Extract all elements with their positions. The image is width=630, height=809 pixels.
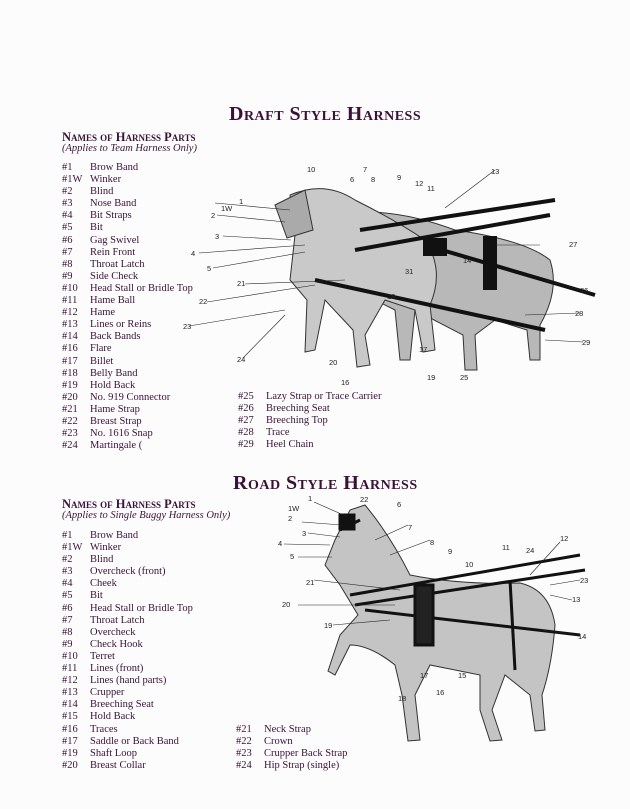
part-number: #2 xyxy=(62,186,73,198)
part-number: #7 xyxy=(62,614,73,626)
part-number: #23 xyxy=(236,748,252,760)
part-label: Bit xyxy=(90,222,103,234)
part-label: Side Check xyxy=(90,270,139,282)
callout-1W: 1W xyxy=(221,204,233,213)
callout-24: 24 xyxy=(526,546,535,555)
part-label: Lines (front) xyxy=(90,663,144,675)
part-label: Shaft Loop xyxy=(90,747,137,759)
road-horse-illustration xyxy=(280,495,600,780)
part-row xyxy=(62,578,193,590)
part-label: Breeching Top xyxy=(266,415,328,427)
part-label: Hame Ball xyxy=(90,295,136,307)
part-row xyxy=(62,603,193,615)
part-number: #3 xyxy=(62,198,73,210)
callout-10: 10 xyxy=(307,165,316,174)
callout-3: 3 xyxy=(302,529,307,538)
part-label: Cheek xyxy=(90,578,117,590)
part-row xyxy=(62,687,193,699)
part-label: Billet xyxy=(90,355,114,367)
part-row xyxy=(62,222,193,234)
part-number: #1 xyxy=(62,162,73,173)
callout-9: 9 xyxy=(448,547,453,556)
part-number: #9 xyxy=(62,638,73,650)
callout-21: 21 xyxy=(306,578,315,587)
part-number: #5 xyxy=(62,222,73,234)
part-row xyxy=(62,627,193,639)
part-number: #19 xyxy=(62,379,78,391)
part-number: #16 xyxy=(62,723,78,735)
part-number: #20 xyxy=(62,391,78,403)
part-number: #8 xyxy=(62,626,73,638)
part-label: Lines or Reins xyxy=(90,319,152,331)
callout-11: 11 xyxy=(502,543,510,552)
part-row xyxy=(62,675,193,687)
part-label: Brow Band xyxy=(90,162,139,173)
callout-16: 16 xyxy=(341,378,350,387)
part-row xyxy=(62,246,196,259)
part-label: Lazy Strap or Trace Carrier xyxy=(266,391,382,402)
part-number: #12 xyxy=(62,307,78,319)
part-number: #22 xyxy=(236,736,252,748)
callout-1W: 1W xyxy=(288,504,300,513)
part-row xyxy=(62,748,193,760)
part-label: Blind xyxy=(90,554,114,566)
callout-3: 3 xyxy=(215,232,220,241)
part-row xyxy=(62,428,193,440)
part-row xyxy=(62,554,193,566)
part-label: Hip Strap (single) xyxy=(264,760,340,772)
part-number: #19 xyxy=(62,747,78,759)
part-label: Hold Back xyxy=(90,711,136,723)
callout-11: 11 xyxy=(427,184,435,193)
draft-subhead: Names of Harness Parts xyxy=(62,130,196,144)
part-row xyxy=(62,295,193,307)
part-row xyxy=(62,380,193,392)
part-number: #2 xyxy=(62,554,73,566)
part-row xyxy=(62,590,193,602)
callout-17: 17 xyxy=(420,671,429,680)
callout-15: 15 xyxy=(458,671,467,680)
part-number: #6 xyxy=(62,234,73,246)
callout-4: 4 xyxy=(278,539,283,548)
part-number: #5 xyxy=(62,590,73,602)
part-number: #6 xyxy=(62,602,73,614)
part-row xyxy=(62,368,193,380)
part-number: #4 xyxy=(62,210,73,222)
part-row xyxy=(62,566,193,578)
part-number: #10 xyxy=(62,650,78,662)
callout-9: 9 xyxy=(397,173,402,182)
part-label: Terret xyxy=(90,650,115,662)
callout-22: 22 xyxy=(199,297,208,306)
part-label: Rein Front xyxy=(90,246,136,258)
part-label: Trace xyxy=(266,427,290,439)
part-row xyxy=(62,186,193,198)
part-row xyxy=(62,174,193,186)
part-number: #18 xyxy=(62,367,78,379)
part-number: #22 xyxy=(62,415,78,427)
part-label: Saddle or Back Band xyxy=(90,735,179,747)
callout-2: 2 xyxy=(288,514,293,523)
road-title: Road Style Harness xyxy=(233,472,418,494)
part-number: #7 xyxy=(62,246,73,258)
road-horse xyxy=(325,505,555,741)
callout-26: 26 xyxy=(580,286,589,295)
part-number: #11 xyxy=(62,295,78,307)
part-label: Breast Collar xyxy=(90,759,146,771)
callout-1: 1 xyxy=(239,197,244,206)
part-row xyxy=(62,356,193,368)
part-row xyxy=(62,530,193,542)
callout-19: 19 xyxy=(324,621,333,630)
part-label: Crupper xyxy=(90,687,125,699)
callout-8: 8 xyxy=(371,175,376,184)
part-number: #12 xyxy=(62,675,78,687)
callout-7: 7 xyxy=(363,165,368,174)
part-number: #29 xyxy=(238,439,254,451)
part-label: Belly Band xyxy=(90,367,138,379)
part-number: #1W xyxy=(62,174,83,186)
part-label: Crown xyxy=(264,736,293,748)
callout-1: 1 xyxy=(308,494,313,503)
part-number: #15 xyxy=(62,711,78,723)
callout-13: 13 xyxy=(572,595,581,604)
part-row xyxy=(62,615,193,627)
part-number: #20 xyxy=(62,759,78,771)
callout-14: 14 xyxy=(463,256,472,265)
part-row xyxy=(62,760,193,772)
callout-27: 27 xyxy=(569,240,578,249)
part-label: Overcheck xyxy=(90,626,136,638)
part-row xyxy=(238,439,381,451)
part-number: #21 xyxy=(236,724,252,735)
part-number: #21 xyxy=(62,403,78,415)
part-label: Blind xyxy=(90,186,114,198)
callout-19: 19 xyxy=(427,373,436,382)
part-number: #24 xyxy=(236,760,252,772)
draft-note: (Applies to Team Harness Only) xyxy=(62,143,197,154)
part-row xyxy=(62,699,193,711)
part-number: #23 xyxy=(62,428,78,440)
callout-6: 6 xyxy=(350,175,355,184)
part-row xyxy=(62,210,193,222)
callout-8: 8 xyxy=(430,538,435,547)
part-row xyxy=(62,319,193,331)
callout-24: 24 xyxy=(237,355,246,364)
part-number: #9 xyxy=(62,270,73,282)
part-row xyxy=(62,283,193,295)
callout-20: 20 xyxy=(282,600,291,609)
part-row xyxy=(62,259,193,271)
part-label: Crupper Back Strap xyxy=(264,748,348,760)
part-row xyxy=(62,711,193,723)
draft-parts-list xyxy=(62,162,196,452)
part-label: Hame Strap xyxy=(90,403,140,415)
part-row xyxy=(238,391,381,403)
part-number: #25 xyxy=(238,391,254,402)
part-row xyxy=(62,235,193,247)
part-row xyxy=(62,307,193,319)
part-label: Winker xyxy=(90,174,122,186)
part-label: Back Bands xyxy=(90,331,141,343)
part-number: #24 xyxy=(62,440,78,452)
part-label: Hold Back xyxy=(90,379,136,391)
part-label: Breeching Seat xyxy=(90,699,154,711)
part-label: Martingale ( xyxy=(90,440,143,452)
callout-31: 31 xyxy=(405,267,414,276)
callout-5: 5 xyxy=(207,264,212,273)
part-number: #3 xyxy=(62,566,73,578)
part-number: #1 xyxy=(62,530,73,541)
callout-23: 23 xyxy=(580,576,589,585)
part-label: No. 919 Connector xyxy=(90,391,171,403)
callout-20: 20 xyxy=(329,358,338,367)
part-label: Head Stall or Bridle Top xyxy=(90,602,193,614)
part-row xyxy=(62,162,193,174)
callout-5: 5 xyxy=(290,552,295,561)
callout-18: 18 xyxy=(398,694,407,703)
part-row xyxy=(62,416,193,428)
part-number: #14 xyxy=(62,331,78,343)
part-number: #26 xyxy=(238,403,254,415)
part-row xyxy=(62,404,193,416)
part-label: Overcheck (front) xyxy=(90,566,166,578)
part-label: No. 1616 Snap xyxy=(90,428,153,440)
part-label: Flare xyxy=(90,343,112,355)
road-note: (Applies to Single Buggy Harness Only) xyxy=(62,510,231,521)
part-number: #10 xyxy=(62,282,78,294)
part-row xyxy=(62,440,193,452)
part-label: Heel Chain xyxy=(266,439,314,451)
part-number: #13 xyxy=(62,687,78,699)
callout-18: 18 xyxy=(387,292,396,301)
part-label: Head Stall or Bridle Top xyxy=(90,282,193,294)
part-label: Throat Latch xyxy=(90,614,145,626)
callout-25: 25 xyxy=(460,373,469,382)
callout-4: 4 xyxy=(191,249,196,258)
part-row xyxy=(62,724,193,736)
callout-21: 21 xyxy=(237,279,246,288)
part-label: Neck Strap xyxy=(264,724,311,735)
part-label: Gag Swivel xyxy=(90,234,140,246)
draft-title: Draft Style Harness xyxy=(229,103,422,125)
callout-23: 23 xyxy=(183,322,192,331)
part-label: Traces xyxy=(90,723,118,735)
part-number: #14 xyxy=(62,699,78,711)
part-row xyxy=(62,639,193,651)
part-label: Throat Latch xyxy=(90,258,145,270)
callout-6: 6 xyxy=(397,500,402,509)
part-label: Nose Band xyxy=(90,198,137,210)
part-row xyxy=(238,415,381,427)
callout-7: 7 xyxy=(408,523,413,532)
callout-29: 29 xyxy=(582,338,591,347)
part-label: Bit Straps xyxy=(90,210,132,222)
part-label: Breeching Seat xyxy=(266,403,330,415)
callout-17: 17 xyxy=(419,345,428,354)
callout-16: 16 xyxy=(436,688,445,697)
callout-28: 28 xyxy=(575,309,584,318)
part-row xyxy=(62,271,193,283)
part-row xyxy=(238,403,381,415)
part-label: Bit xyxy=(90,590,103,602)
part-number: #27 xyxy=(238,415,254,427)
draft-horses-illustration xyxy=(183,160,615,390)
callout-13: 13 xyxy=(491,167,500,176)
callout-12: 12 xyxy=(415,179,424,188)
callout-22: 22 xyxy=(360,495,369,504)
part-number: #8 xyxy=(62,258,73,270)
part-number: #16 xyxy=(62,343,78,355)
callout-10: 10 xyxy=(465,560,474,569)
part-number: #17 xyxy=(62,355,78,367)
part-row xyxy=(62,331,193,343)
part-row xyxy=(62,651,193,663)
part-row xyxy=(62,542,193,554)
part-number: #1W xyxy=(62,542,83,554)
callout-12: 12 xyxy=(560,534,569,543)
part-label: Winker xyxy=(90,542,122,554)
part-label: Hame xyxy=(90,307,116,319)
road-subhead: Names of Harness Parts xyxy=(62,497,196,511)
callout-2: 2 xyxy=(211,211,216,220)
part-label: Lines (hand parts) xyxy=(90,675,167,687)
part-row xyxy=(62,736,193,748)
part-row xyxy=(62,343,193,355)
part-number: #17 xyxy=(62,735,78,747)
part-number: #28 xyxy=(238,427,254,439)
part-row xyxy=(238,427,381,439)
road-parts-list xyxy=(62,530,193,772)
part-number: #11 xyxy=(62,663,78,675)
part-label: Check Hook xyxy=(90,638,143,650)
part-number: #4 xyxy=(62,578,73,590)
part-row xyxy=(62,198,193,210)
part-row xyxy=(62,663,193,675)
part-label: Breast Strap xyxy=(90,415,142,427)
draft-parts-list-continued xyxy=(238,391,381,451)
part-number: #13 xyxy=(62,319,78,331)
part-label: Brow Band xyxy=(90,530,139,541)
part-row xyxy=(62,392,193,404)
callout-14: 14 xyxy=(578,632,587,641)
